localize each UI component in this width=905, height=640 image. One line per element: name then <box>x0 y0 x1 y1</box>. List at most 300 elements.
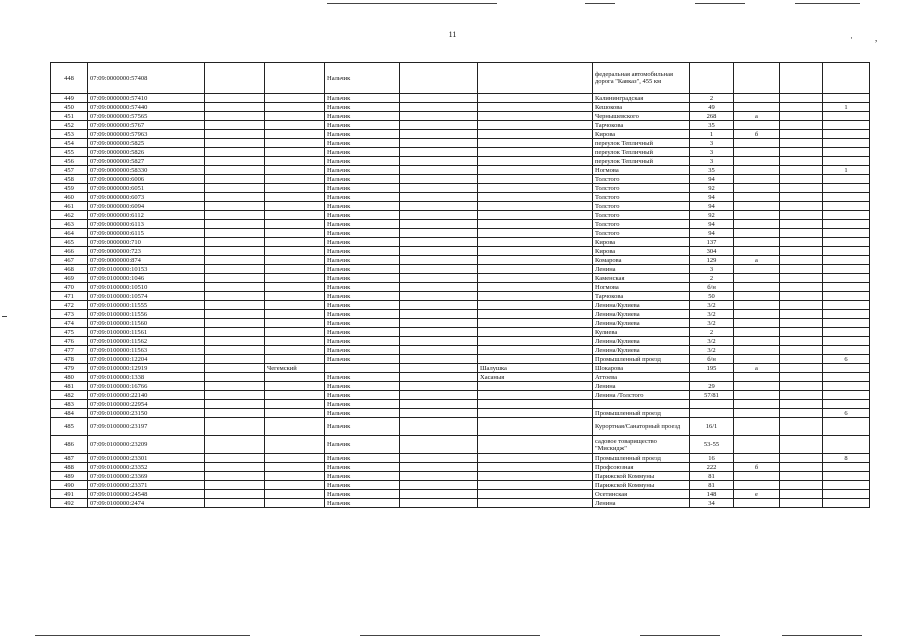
cell-empty <box>205 157 265 166</box>
cell-empty <box>780 364 823 373</box>
cell-cadastral-number: 07:09:0100000:12204 <box>88 355 205 364</box>
cell-empty <box>400 409 478 418</box>
cell-building <box>823 337 870 346</box>
cell-empty <box>205 364 265 373</box>
cell-city: Нальчик <box>325 391 400 400</box>
cell-letter <box>734 310 780 319</box>
cell-cadastral-number: 07:09:0100000:23150 <box>88 409 205 418</box>
cell-row-number: 459 <box>51 184 88 193</box>
cell-empty <box>400 382 478 391</box>
cell-municipal-district <box>265 148 325 157</box>
table-row <box>51 499 870 508</box>
cell-letter: б <box>734 463 780 472</box>
cell-street: переулок Тепличный <box>593 139 690 148</box>
cell-empty <box>780 490 823 499</box>
cell-cadastral-number: 07:09:0000000:6094 <box>88 202 205 211</box>
table-row <box>51 364 870 373</box>
cell-municipal-district <box>265 211 325 220</box>
cell-cadastral-number: 07:09:0000000:6073 <box>88 193 205 202</box>
table-row <box>51 400 870 409</box>
cell-city: Нальчик <box>325 481 400 490</box>
table-row <box>51 166 870 175</box>
table-row <box>51 463 870 472</box>
cell-empty <box>780 130 823 139</box>
cell-letter <box>734 157 780 166</box>
cell-city: Нальчик <box>325 373 400 382</box>
cell-municipal-district <box>265 139 325 148</box>
cell-cadastral-number: 07:09:0100000:11555 <box>88 301 205 310</box>
cell-empty <box>205 454 265 463</box>
cell-city: Нальчик <box>325 247 400 256</box>
cell-house-number: 3 <box>690 265 734 274</box>
cell-house-number: 94 <box>690 193 734 202</box>
scan-top-rule <box>327 3 497 4</box>
cell-locality <box>478 229 593 238</box>
cell-street: Ленина/Кулиева <box>593 346 690 355</box>
cell-empty <box>205 193 265 202</box>
cell-empty <box>780 112 823 121</box>
cell-empty <box>780 328 823 337</box>
cell-cadastral-number: 07:09:0100000:23352 <box>88 463 205 472</box>
scan-bottom-rule <box>35 635 250 636</box>
table-row <box>51 193 870 202</box>
cell-empty <box>400 319 478 328</box>
cell-locality <box>478 148 593 157</box>
cell-empty <box>780 63 823 94</box>
cell-locality <box>478 418 593 436</box>
cell-row-number: 465 <box>51 238 88 247</box>
cell-empty <box>400 220 478 229</box>
cell-empty <box>205 319 265 328</box>
cell-letter <box>734 418 780 436</box>
cell-building <box>823 112 870 121</box>
table-row <box>51 229 870 238</box>
cell-locality <box>478 166 593 175</box>
cell-locality <box>478 130 593 139</box>
cell-empty <box>205 220 265 229</box>
cell-building <box>823 247 870 256</box>
cell-building <box>823 229 870 238</box>
cell-house-number: 3 <box>690 139 734 148</box>
cell-empty <box>780 301 823 310</box>
table-body <box>51 63 870 508</box>
scan-bottom-rule <box>640 635 720 636</box>
cell-locality <box>478 63 593 94</box>
cell-building <box>823 400 870 409</box>
cell-street: Ленина/Кулиева <box>593 319 690 328</box>
cell-empty <box>205 373 265 382</box>
table-row <box>51 337 870 346</box>
cell-building <box>823 283 870 292</box>
cell-letter <box>734 274 780 283</box>
cell-empty <box>780 472 823 481</box>
cell-letter <box>734 481 780 490</box>
cell-house-number: 148 <box>690 490 734 499</box>
cell-empty <box>780 418 823 436</box>
table-row <box>51 454 870 463</box>
cell-municipal-district <box>265 157 325 166</box>
cell-empty <box>780 454 823 463</box>
cell-cadastral-number: 07:09:0000000:6006 <box>88 175 205 184</box>
cell-building <box>823 130 870 139</box>
cell-empty <box>400 364 478 373</box>
cell-locality <box>478 337 593 346</box>
cell-city: Нальчик <box>325 175 400 184</box>
cell-street: Кирова <box>593 238 690 247</box>
cell-letter <box>734 211 780 220</box>
cell-street: федеральная автомобильная дорога "Кавказ", 455 км <box>593 63 690 94</box>
cell-empty <box>400 247 478 256</box>
cell-empty <box>400 63 478 94</box>
cell-empty <box>780 157 823 166</box>
cell-locality <box>478 301 593 310</box>
cell-house-number <box>690 373 734 382</box>
cell-letter <box>734 373 780 382</box>
cell-street: Кирова <box>593 247 690 256</box>
cell-letter <box>734 391 780 400</box>
table-row <box>51 157 870 166</box>
cell-letter <box>734 409 780 418</box>
cell-street: переулок Тепличный <box>593 148 690 157</box>
cell-locality <box>478 112 593 121</box>
cell-cadastral-number: 07:09:0000000:58330 <box>88 166 205 175</box>
cell-municipal-district <box>265 175 325 184</box>
cell-locality: Хасаныя <box>478 373 593 382</box>
cell-empty <box>780 247 823 256</box>
cell-empty <box>205 139 265 148</box>
cell-row-number: 476 <box>51 337 88 346</box>
cell-row-number: 464 <box>51 229 88 238</box>
cell-building <box>823 121 870 130</box>
table-row <box>51 283 870 292</box>
cell-row-number: 461 <box>51 202 88 211</box>
cell-row-number: 457 <box>51 166 88 175</box>
cell-row-number: 460 <box>51 193 88 202</box>
cell-letter <box>734 202 780 211</box>
cell-street: Аттоева <box>593 373 690 382</box>
cell-municipal-district <box>265 229 325 238</box>
cell-city: Нальчик <box>325 319 400 328</box>
cell-row-number: 469 <box>51 274 88 283</box>
cell-letter: а <box>734 112 780 121</box>
cell-empty <box>400 490 478 499</box>
cell-empty <box>205 148 265 157</box>
cell-cadastral-number: 07:09:0000000:6112 <box>88 211 205 220</box>
cell-empty <box>205 409 265 418</box>
cell-street: Ленина/Кулиева <box>593 310 690 319</box>
cell-empty <box>400 256 478 265</box>
cell-row-number: 462 <box>51 211 88 220</box>
cell-empty <box>205 481 265 490</box>
cell-street: Промышленный проезд <box>593 355 690 364</box>
cell-locality <box>478 265 593 274</box>
cell-municipal-district <box>265 256 325 265</box>
cell-municipal-district <box>265 337 325 346</box>
cell-building <box>823 463 870 472</box>
table-row <box>51 220 870 229</box>
cell-street: Ногмова <box>593 166 690 175</box>
table-row <box>51 139 870 148</box>
cell-cadastral-number: 07:09:0100000:23209 <box>88 436 205 454</box>
cell-letter <box>734 400 780 409</box>
cell-empty <box>205 328 265 337</box>
cell-empty <box>400 112 478 121</box>
cell-house-number: 35 <box>690 166 734 175</box>
cell-street: Тарчокова <box>593 121 690 130</box>
cell-locality <box>478 220 593 229</box>
cell-empty <box>780 211 823 220</box>
cell-empty <box>400 436 478 454</box>
cell-empty <box>780 319 823 328</box>
cell-row-number: 466 <box>51 247 88 256</box>
cell-street: Комарова <box>593 256 690 265</box>
cell-building <box>823 292 870 301</box>
cell-row-number: 482 <box>51 391 88 400</box>
cell-city: Нальчик <box>325 229 400 238</box>
cell-house-number: 92 <box>690 211 734 220</box>
cell-empty <box>205 256 265 265</box>
cell-empty <box>780 382 823 391</box>
scan-speck: · <box>850 33 853 43</box>
cell-empty <box>205 463 265 472</box>
cell-house-number: 94 <box>690 229 734 238</box>
cell-building <box>823 148 870 157</box>
cell-empty <box>780 274 823 283</box>
cell-street: Толстого <box>593 220 690 229</box>
cell-empty <box>780 355 823 364</box>
cell-row-number: 484 <box>51 409 88 418</box>
cell-house-number: 34 <box>690 499 734 508</box>
cell-house-number: 57/81 <box>690 391 734 400</box>
table-row <box>51 310 870 319</box>
cell-house-number: 29 <box>690 382 734 391</box>
cell-empty <box>400 184 478 193</box>
cell-cadastral-number: 07:09:0000000:57408 <box>88 63 205 94</box>
cell-city: Нальчик <box>325 463 400 472</box>
cell-building: 8 <box>823 454 870 463</box>
cell-municipal-district <box>265 310 325 319</box>
table-row <box>51 292 870 301</box>
cell-municipal-district <box>265 481 325 490</box>
cell-empty <box>205 337 265 346</box>
cell-cadastral-number: 07:09:0100000:12919 <box>88 364 205 373</box>
cell-house-number <box>690 409 734 418</box>
cell-city: Нальчик <box>325 148 400 157</box>
cell-street: Тарчокова <box>593 292 690 301</box>
cell-building: 1 <box>823 166 870 175</box>
cell-empty <box>780 139 823 148</box>
cell-empty <box>400 481 478 490</box>
cell-empty <box>400 400 478 409</box>
scan-top-rule <box>585 3 615 4</box>
cell-building <box>823 193 870 202</box>
cell-locality <box>478 346 593 355</box>
cell-house-number: 2 <box>690 94 734 103</box>
cell-street: Толстого <box>593 175 690 184</box>
cell-row-number: 456 <box>51 157 88 166</box>
scan-bottom-rule <box>360 635 540 636</box>
cell-house-number: 81 <box>690 481 734 490</box>
cell-row-number: 492 <box>51 499 88 508</box>
cell-building <box>823 220 870 229</box>
cell-empty <box>205 121 265 130</box>
cell-empty <box>205 112 265 121</box>
cell-city: Нальчик <box>325 454 400 463</box>
cell-empty <box>400 193 478 202</box>
cell-empty <box>205 490 265 499</box>
cell-municipal-district <box>265 283 325 292</box>
cell-empty <box>205 175 265 184</box>
cell-row-number: 451 <box>51 112 88 121</box>
cell-letter <box>734 63 780 94</box>
cell-street: Кирова <box>593 130 690 139</box>
cell-city: Нальчик <box>325 211 400 220</box>
scan-speck: , <box>875 33 878 43</box>
cell-municipal-district <box>265 391 325 400</box>
cell-letter <box>734 328 780 337</box>
cell-row-number: 471 <box>51 292 88 301</box>
table-row <box>51 202 870 211</box>
cell-street: Промышленный проезд <box>593 409 690 418</box>
cell-empty <box>780 103 823 112</box>
scan-top-rule <box>695 3 745 4</box>
cell-city: Нальчик <box>325 157 400 166</box>
cell-building <box>823 256 870 265</box>
cell-empty <box>205 63 265 94</box>
cell-row-number: 472 <box>51 301 88 310</box>
cell-locality <box>478 391 593 400</box>
cell-empty <box>400 337 478 346</box>
cell-letter <box>734 472 780 481</box>
cell-city: Нальчик <box>325 193 400 202</box>
cell-house-number: 222 <box>690 463 734 472</box>
cell-letter <box>734 337 780 346</box>
cell-cadastral-number: 07:09:0000000:57565 <box>88 112 205 121</box>
cell-row-number: 477 <box>51 346 88 355</box>
cell-municipal-district <box>265 499 325 508</box>
cell-empty <box>205 499 265 508</box>
table-row <box>51 328 870 337</box>
cell-empty <box>780 121 823 130</box>
table-row <box>51 490 870 499</box>
cell-municipal-district <box>265 382 325 391</box>
cell-cadastral-number: 07:09:0100000:11561 <box>88 328 205 337</box>
cell-empty <box>205 229 265 238</box>
cell-building <box>823 481 870 490</box>
cell-building <box>823 328 870 337</box>
cell-street: Профсоюзная <box>593 463 690 472</box>
cell-empty <box>780 256 823 265</box>
cell-empty <box>400 355 478 364</box>
cell-letter <box>734 166 780 175</box>
cell-empty <box>400 328 478 337</box>
cell-house-number: 3/2 <box>690 310 734 319</box>
cell-empty <box>205 283 265 292</box>
cell-letter <box>734 184 780 193</box>
cell-row-number: 474 <box>51 319 88 328</box>
cell-city: Нальчик <box>325 490 400 499</box>
cell-letter <box>734 355 780 364</box>
cell-house-number: 16/1 <box>690 418 734 436</box>
cell-building <box>823 184 870 193</box>
cell-street: Осетинская <box>593 490 690 499</box>
cell-letter <box>734 247 780 256</box>
cell-house-number: 129 <box>690 256 734 265</box>
cell-municipal-district <box>265 274 325 283</box>
cell-letter <box>734 193 780 202</box>
cell-building <box>823 382 870 391</box>
cell-locality <box>478 274 593 283</box>
cell-cadastral-number: 07:09:0100000:23371 <box>88 481 205 490</box>
cell-empty <box>400 292 478 301</box>
cell-city: Нальчик <box>325 256 400 265</box>
cell-municipal-district <box>265 247 325 256</box>
cell-letter <box>734 292 780 301</box>
cell-city: Нальчик <box>325 139 400 148</box>
table-row <box>51 472 870 481</box>
cell-building: 1 <box>823 103 870 112</box>
cell-empty <box>205 292 265 301</box>
cell-empty <box>780 220 823 229</box>
cell-city: Нальчик <box>325 202 400 211</box>
cell-letter <box>734 283 780 292</box>
page-number: 11 <box>448 30 457 39</box>
cell-empty <box>400 130 478 139</box>
cell-row-number: 468 <box>51 265 88 274</box>
cell-municipal-district <box>265 112 325 121</box>
cell-letter <box>734 103 780 112</box>
cell-city <box>325 364 400 373</box>
cell-cadastral-number: 07:09:0100000:10510 <box>88 283 205 292</box>
cell-row-number: 448 <box>51 63 88 94</box>
cell-city: Нальчик <box>325 292 400 301</box>
cell-letter <box>734 436 780 454</box>
table-row <box>51 301 870 310</box>
cell-empty <box>400 373 478 382</box>
cell-empty <box>400 283 478 292</box>
cell-city: Нальчик <box>325 328 400 337</box>
cell-row-number: 483 <box>51 400 88 409</box>
cell-house-number: 3/2 <box>690 319 734 328</box>
cell-municipal-district <box>265 103 325 112</box>
scan-bottom-rule <box>782 635 862 636</box>
cell-street: Каменская <box>593 274 690 283</box>
cell-empty <box>400 166 478 175</box>
cell-row-number: 475 <box>51 328 88 337</box>
cell-empty <box>400 139 478 148</box>
cell-empty <box>780 166 823 175</box>
cell-municipal-district <box>265 472 325 481</box>
cell-letter <box>734 220 780 229</box>
cell-municipal-district <box>265 202 325 211</box>
cell-cadastral-number: 07:09:0100000:23197 <box>88 418 205 436</box>
cell-house-number: 3 <box>690 157 734 166</box>
cell-building <box>823 238 870 247</box>
cell-row-number: 467 <box>51 256 88 265</box>
cell-cadastral-number: 07:09:0000000:57410 <box>88 94 205 103</box>
cell-empty <box>400 265 478 274</box>
cell-city: Нальчик <box>325 103 400 112</box>
cell-street: Шокарова <box>593 364 690 373</box>
table-row <box>51 373 870 382</box>
cell-empty <box>400 454 478 463</box>
cell-empty <box>205 103 265 112</box>
cell-street: Толстого <box>593 211 690 220</box>
cell-street <box>593 400 690 409</box>
cell-cadastral-number: 07:09:0100000:23301 <box>88 454 205 463</box>
cell-empty <box>205 472 265 481</box>
cell-empty <box>780 184 823 193</box>
